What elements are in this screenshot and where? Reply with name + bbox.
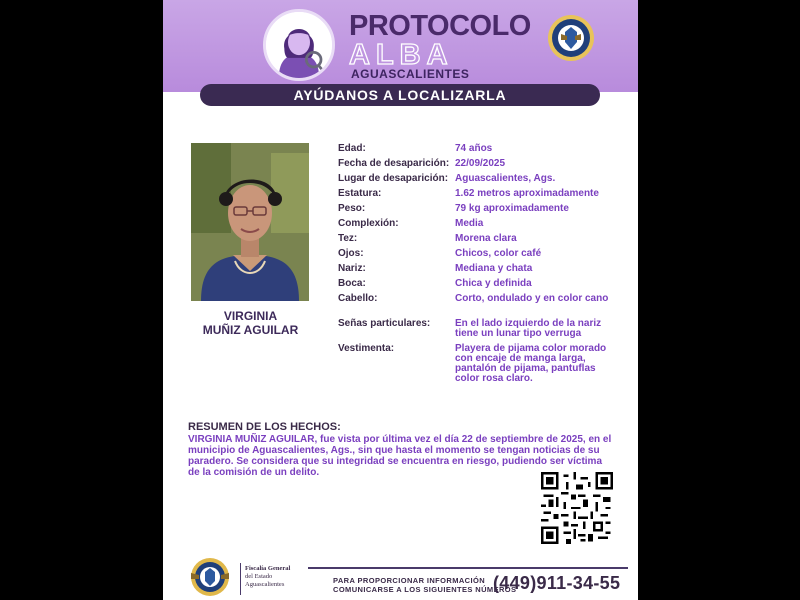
detail-row-nose (338, 264, 628, 279)
detail-row-marks (338, 319, 628, 344)
detail-row-age (338, 144, 628, 159)
fiscalia-line2: del Estado (245, 573, 273, 580)
fiscalia-line3: Aguascalientes (245, 581, 285, 588)
summary-title: RESUMEN DE LOS HECHOS: (188, 421, 341, 433)
contact-phone[interactable]: (449)911-34-55 (493, 573, 621, 593)
detail-row-place (338, 174, 628, 189)
detail-label: Complexión: (338, 218, 399, 229)
detail-value: Mediana y chata (455, 263, 533, 274)
detail-label: Lugar de desaparición: (338, 173, 449, 184)
person-details (338, 144, 628, 384)
summary-text: VIRGINIA MUÑIZ AGUILAR, fue vista por última vez el día 22 de septiembre de 2025, en el municipio de Aguascalientes, Ags., sin que hasta el momento se tengan noticias de su paradero. Se considera que su integridad se encuentra en riesgo, pudiendo ser víctima de la comisión de un delito. (188, 434, 612, 478)
detail-value: 22/09/2025 (455, 158, 506, 169)
detail-label: Vestimenta: (338, 343, 395, 354)
footer-divider (240, 563, 241, 595)
title-protocolo: PROTOCOLO (349, 10, 531, 42)
detail-row-skin (338, 234, 628, 249)
detail-label: Peso: (338, 203, 366, 214)
detail-row-height (338, 189, 628, 204)
detail-value: Morena clara (455, 233, 517, 244)
detail-value: Media (455, 218, 484, 229)
person-name (173, 309, 328, 337)
fiscalia-line1: Fiscalía General (245, 565, 291, 572)
detail-value: 79 kg aproximadamente (455, 203, 569, 214)
state-seal-icon (547, 14, 595, 62)
detail-label: Estatura: (338, 188, 382, 199)
detail-value: Chica y definida (455, 278, 532, 289)
title-alba: ALBA (349, 39, 454, 71)
detail-row-clothing (338, 344, 628, 384)
detail-row-eyes (338, 249, 628, 264)
person-last-name: MUÑIZ AGUILAR (202, 323, 299, 337)
detail-label: Nariz: (338, 263, 366, 274)
detail-value: En el lado izquierdo de la nariz tiene un lunar tipo verruga (455, 318, 602, 339)
detail-label: Tez: (338, 233, 358, 244)
contact-line1: PARA PROPORCIONAR INFORMACIÓN (333, 576, 486, 585)
alert-poster (163, 0, 638, 600)
detail-row-hair (338, 294, 628, 319)
detail-value: 1.62 metros aproximadamente (455, 188, 599, 199)
detail-value: Aguascalientes, Ags. (455, 173, 556, 184)
fiscalia-seal-icon (185, 557, 235, 597)
detail-value: 74 años (455, 143, 493, 154)
detail-value: Playera de pijama color morado con encaje de manga larga, pantalón de pijama, pantuflas color rosa claro. (455, 343, 607, 384)
detail-row-build (338, 219, 628, 234)
detail-row-weight (338, 204, 628, 219)
detail-label: Señas particulares: (338, 318, 431, 329)
detail-label: Ojos: (338, 248, 364, 259)
footer-rule (308, 567, 628, 569)
detail-value: Corto, ondulado y en color cano (455, 293, 609, 304)
woman-avatar-icon (263, 9, 335, 81)
missing-person-photo (191, 143, 309, 301)
poster-header (163, 0, 638, 92)
qr-code[interactable] (541, 472, 613, 544)
detail-label: Boca: (338, 278, 366, 289)
help-locate-banner: AYÚDANOS A LOCALIZARLA (200, 84, 600, 106)
fiscalia-name (245, 565, 290, 589)
detail-label: Edad: (338, 143, 366, 154)
title-aguascalientes: AGUASCALIENTES (351, 67, 470, 81)
detail-row-date (338, 159, 628, 174)
contact-line2: COMUNICARSE A LOS SIGUIENTES NÚMEROS (333, 585, 517, 594)
detail-value: Chicos, color café (455, 248, 542, 259)
detail-label: Fecha de desaparición: (338, 158, 450, 169)
detail-label: Cabello: (338, 293, 378, 304)
detail-row-mouth (338, 279, 628, 294)
person-first-name: VIRGINIA (223, 309, 278, 323)
contact-info (333, 576, 516, 594)
